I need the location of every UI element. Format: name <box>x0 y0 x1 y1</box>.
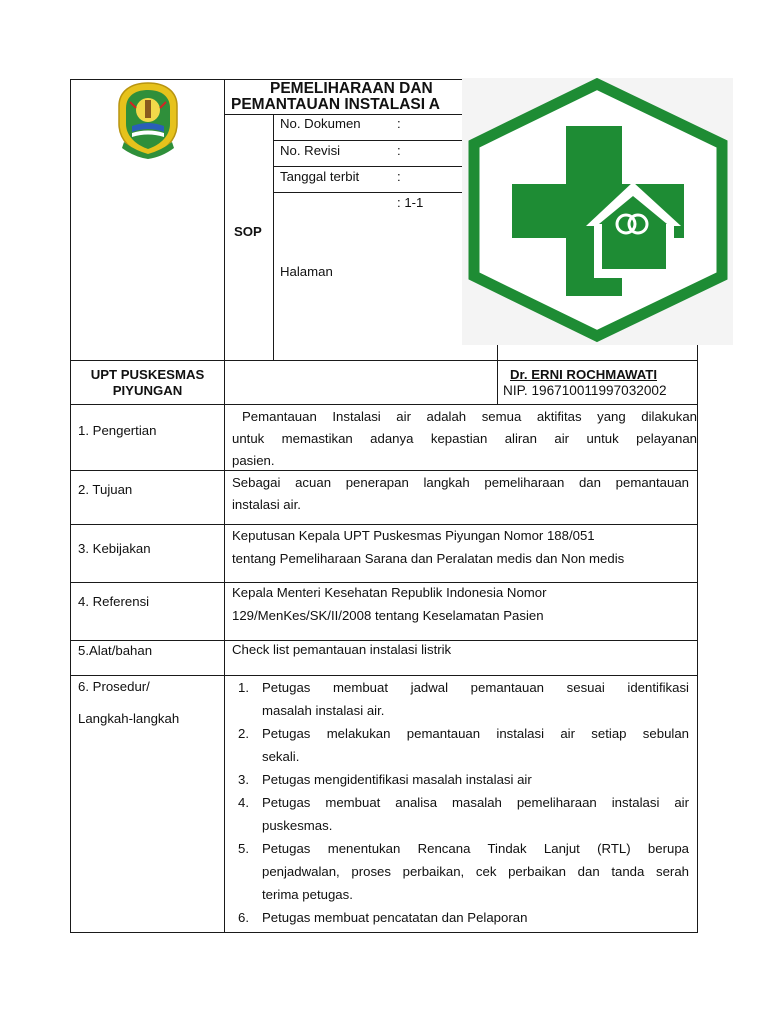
meta-label-no-revisi: No. Revisi <box>280 143 341 158</box>
step-text-line: terima petugas. <box>262 887 353 902</box>
label-prosedur-line-2: Langkah-langkah <box>78 711 180 726</box>
org-name-line-1: UPT PUSKESMAS <box>90 367 205 382</box>
step-text-line: Petugas mengidentifikasi masalah instalasi air <box>262 772 532 787</box>
list-item <box>228 676 689 722</box>
step-text-line: Petugas membuat pencatatan dan Pelaporan <box>262 910 528 925</box>
step-text-line: masalah instalasi air. <box>262 703 385 718</box>
tujuan-line-2: instalasi air. <box>232 497 301 512</box>
document-title-line-1: PEMELIHARAAN DAN <box>270 80 433 97</box>
step-text-line: Petugas melakukan pemantauan instalasi air setiap sebulan <box>262 726 689 741</box>
halaman-value: : 1-1 <box>397 195 424 210</box>
pengertian-line-3: pasien. <box>232 453 275 468</box>
label-alat-bahan: 5.Alat/bahan <box>78 643 153 658</box>
step-number: 4. <box>238 795 249 810</box>
document-title-line-2: PEMANTAUAN INSTALASI A <box>231 96 440 113</box>
content-pengertian <box>232 406 697 472</box>
step-text-line: Petugas membuat analisa masalah pemeliharaan instalasi air <box>262 795 689 810</box>
list-item <box>228 722 689 768</box>
step-number: 1. <box>238 680 249 695</box>
meta-label-no-dokumen: No. Dokumen <box>280 116 361 131</box>
kebijakan-line-1: Keputusan Kepala UPT Puskesmas Piyungan Nomor 188/051 <box>232 528 595 543</box>
step-text-line: penjadwalan, proses perbaikan, cek perbaikan dan tanda serah <box>262 864 689 879</box>
meta-colon-no-dokumen: : <box>397 116 401 131</box>
list-item <box>228 768 689 791</box>
label-pengertian: 1. Pengertian <box>78 423 157 438</box>
prosedur-steps-list <box>228 676 689 929</box>
step-text-line: Petugas menentukan Rencana Tindak Lanjut (RTL) berupa <box>262 841 689 856</box>
label-referensi: 4. Referensi <box>78 594 150 609</box>
content-alat-bahan: Check list pemantauan instalasi listrik <box>232 642 452 657</box>
tujuan-line-1: Sebagai acuan penerapan langkah pemeliharaan dan pemantauan <box>232 475 689 490</box>
label-tujuan: 2. Tujuan <box>78 482 133 497</box>
sop-label: SOP <box>234 224 262 239</box>
pengertian-line-1: Pemantauan Instalasi air adalah semua aktifitas yang dilakukan <box>242 409 697 424</box>
meta-label-tanggal-terbit: Tanggal terbit <box>280 169 360 184</box>
content-referensi <box>232 581 692 627</box>
list-item <box>228 906 689 929</box>
step-number: 5. <box>238 841 249 856</box>
puskesmas-logo <box>462 78 733 345</box>
step-text-line: puskesmas. <box>262 818 333 833</box>
kebijakan-line-2: tentang Pemeliharaan Sarana dan Peralatan medis dan Non medis <box>232 551 625 566</box>
meta-colon-tanggal-terbit: : <box>397 169 401 184</box>
halaman-label: Halaman <box>280 264 333 279</box>
regional-emblem-logo <box>114 80 182 160</box>
step-number: 2. <box>238 726 249 741</box>
content-kebijakan <box>232 524 692 570</box>
content-prosedur <box>228 676 689 929</box>
referensi-line-2: 129/MenKes/SK/II/2008 tentang Keselamatan Pasien <box>232 608 544 623</box>
step-number: 3. <box>238 772 249 787</box>
list-item <box>228 791 689 837</box>
step-text-line: Petugas membuat jadwal pemantauan sesuai identifikasi <box>262 680 689 695</box>
referensi-line-1: Kepala Menteri Kesehatan Republik Indonesia Nomor <box>232 585 547 600</box>
step-text-line: sekali. <box>262 749 300 764</box>
content-tujuan <box>232 472 689 516</box>
list-item <box>228 837 689 906</box>
pengertian-line-2: untuk memastikan adanya kepastian aliran air untuk pelayanan <box>232 431 697 446</box>
label-kebijakan: 3. Kebijakan <box>78 541 151 556</box>
signer-nip: NIP. 196710011997032002 <box>503 383 667 398</box>
signer-name: Dr. ERNI ROCHMAWATI <box>510 367 658 382</box>
org-name-line-2: PIYUNGAN <box>112 383 183 398</box>
label-prosedur-line-1: 6. Prosedur/ <box>78 679 150 694</box>
step-number: 6. <box>238 910 249 925</box>
meta-colon-no-revisi: : <box>397 143 401 158</box>
